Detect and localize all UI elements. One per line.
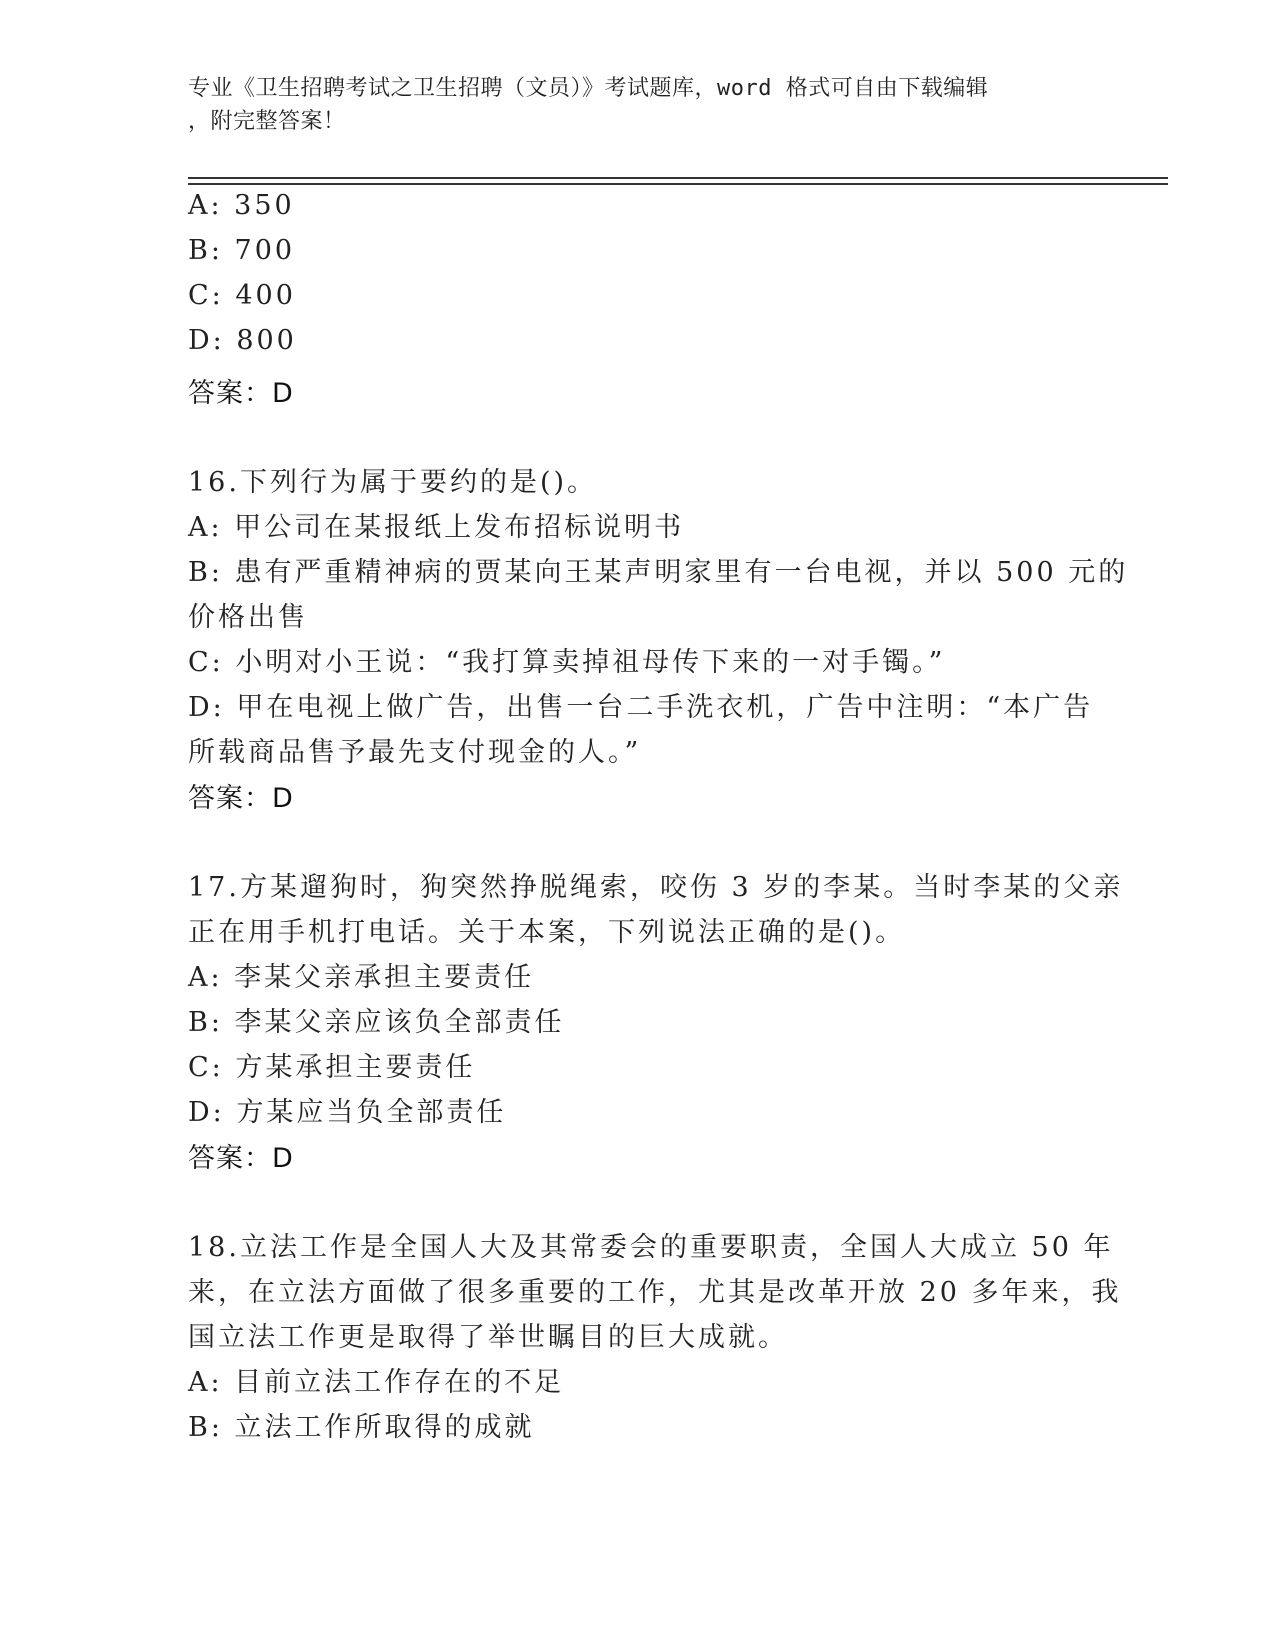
q15-option-c: C: 400 <box>188 280 296 311</box>
q15-option-d: D: 800 <box>188 325 297 356</box>
header-divider-bottom <box>188 183 1168 185</box>
q17-stem-line-1: 17.方某遛狗时，狗突然挣脱绳索，咬伤 3 岁的李某。当时李某的父亲 <box>188 872 1124 903</box>
q18-stem-line-2: 来，在立法方面做了很多重要的工作，尤其是改革开放 20 多年来，我 <box>188 1277 1122 1308</box>
q18-stem-line-1: 18.立法工作是全国人大及其常委会的重要职责，全国人大成立 50 年 <box>188 1232 1114 1263</box>
q15-option-b: B: 700 <box>188 235 296 266</box>
q18-stem-line-3: 国立法工作更是取得了举世瞩目的巨大成就。 <box>188 1322 788 1353</box>
q16-option-c: C: 小明对小王说：“我打算卖掉祖母传下来的一对手镯。” <box>188 647 946 678</box>
header-line-2: ，附完整答案！ <box>188 109 346 134</box>
q16-option-d-line-2: 所载商品售予最先支付现金的人。” <box>188 737 642 768</box>
q17-option-d: D: 方某应当负全部责任 <box>188 1097 507 1128</box>
q17-option-c: C: 方某承担主要责任 <box>188 1052 476 1083</box>
q15-option-a: A: 350 <box>188 190 295 221</box>
q18-option-b: B: 立法工作所取得的成就 <box>188 1412 535 1443</box>
q15-answer: 答案：D <box>188 378 294 409</box>
q16-option-a: A: 甲公司在某报纸上发布招标说明书 <box>188 512 685 543</box>
q17-option-a: A: 李某父亲承担主要责任 <box>188 962 535 993</box>
q17-option-b: B: 李某父亲应该负全部责任 <box>188 1007 565 1038</box>
q16-option-b-line-1: B: 患有严重精神病的贾某向王某声明家里有一台电视，并以 500 元的 <box>188 557 1129 588</box>
header-line-1: 专业《卫生招聘考试之卫生招聘（文员）》考试题库，word 格式可自由下载编辑 <box>188 76 989 101</box>
document-header <box>188 72 1088 138</box>
q18-option-a: A: 目前立法工作存在的不足 <box>188 1367 565 1398</box>
q16-option-d-line-1: D: 甲在电视上做广告，出售一台二手洗衣机，广告中注明：“本广告 <box>188 692 1094 723</box>
q16-option-b-line-2: 价格出售 <box>188 602 308 633</box>
q16-answer: 答案：D <box>188 783 294 814</box>
q17-answer: 答案：D <box>188 1143 294 1174</box>
q17-stem-line-2: 正在用手机打电话。关于本案，下列说法正确的是()。 <box>188 917 906 948</box>
header-divider-top <box>188 177 1168 179</box>
q16-stem: 16.下列行为属于要约的是()。 <box>188 467 598 498</box>
